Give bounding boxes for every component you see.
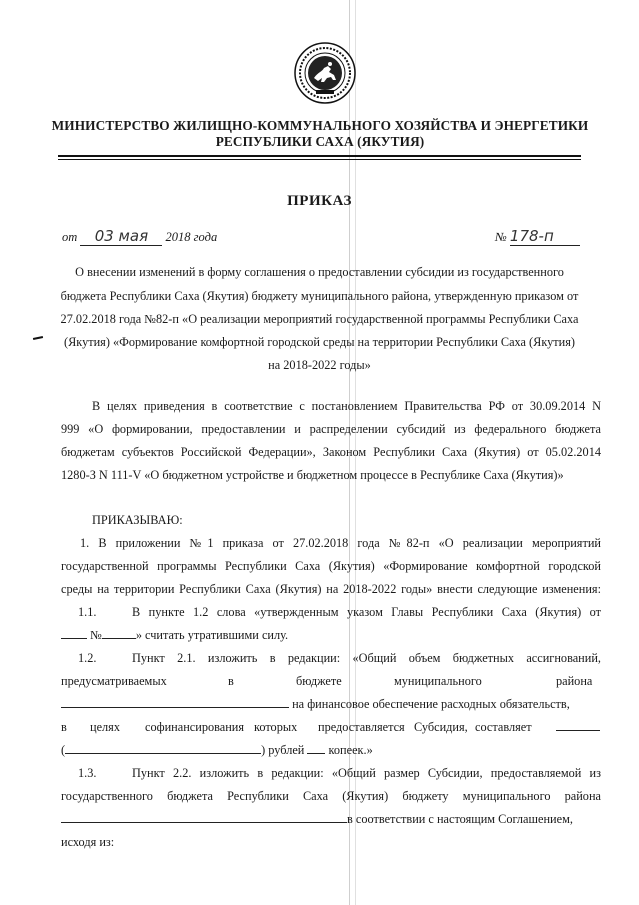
subject-line: на 2018-2022 годы» [268,358,371,372]
subject-line: О внесении изменений в форму соглашения о предоставлении субсидии из государственного [75,265,564,279]
item1-3-line: исходя из: [61,835,115,849]
blank-field[interactable] [61,627,87,639]
blank-field[interactable] [61,696,289,708]
item1-2-word: составляет [475,720,532,734]
document-title: ПРИКАЗ [287,193,352,209]
item1-2-word: в [228,674,234,688]
item1-3-line3-text: в соответствии с настоящим Соглашением, [347,812,573,826]
item1-line: среды на территории Республики Саха (Якутия) на 2018-2022 годы» внести следующие изменения: [61,582,601,596]
item1-3-number: 1.3. [78,766,97,780]
preamble-line: В целях приведения в соответствие с постановлением Правительства РФ от 30.09.2014 N [92,399,601,413]
blank-field[interactable] [307,742,325,754]
item1-2-word: района [556,674,593,688]
item1-2-line: Пункт 2.1. изложить в редакции: «Общий объем бюджетных ассигнований, [132,651,601,665]
sakha-yakutia-coat-of-arms-icon [294,42,356,104]
item1-2-line3 [61,696,570,712]
blank-field[interactable] [65,742,261,754]
item1-1-line: В пункте 1.2 слова «утвержденным указом Главы Республики Саха (Якутия) от [132,605,601,619]
item1-1-line2 [61,627,288,643]
item1-line: государственной программы Республики Саха (Якутия) «Формирование комфортной городской [61,559,601,573]
preamble-line: 1280-З N 111-V «О бюджетном устройстве и бюджетном процессе в Республике Саха (Якутия)» [61,468,564,482]
blank-field[interactable] [61,811,347,823]
item1-2-word: бюджете [296,674,342,688]
item1-1-number: 1.1. [78,605,97,619]
header-divider [58,155,581,157]
rubles-label: ) рублей [261,743,305,757]
amount-blank[interactable] [556,719,600,735]
subject-line: 27.02.2018 года №82-п «О реализации мероприятий государственной программы Республики Саха [60,312,579,326]
item1-2-word: которых [254,720,298,734]
item1-2-line5 [61,742,373,758]
item1-3-line3 [61,811,573,827]
handwritten-number: 178-п [510,227,580,246]
item1-line: 1. В приложении №1 приказа от 27.02.2018 года №82-п «О реализации мероприятий [80,536,601,550]
blank-field[interactable] [102,627,136,639]
order-date [62,227,217,246]
paren-open: ( [61,743,66,757]
preamble-line: бюджетам субъектов Российской Федерации», Законом Республики Саха (Якутия) от 05.02.2014 [61,445,601,459]
order-number [495,227,580,246]
item1-2-line3-text: на финансовое обеспечение расходных обязательств, [292,697,570,711]
item1-3-line: Пункт 2.2. изложить в редакции: «Общий размер Субсидии, предоставляемой из [132,766,601,780]
header-divider [58,159,581,160]
item1-2-word: софинансирования [145,720,245,734]
item1-2-word: предусматриваемых [61,674,167,688]
ministry-name-line-2: РЕСПУБЛИКИ САХА (ЯКУТИЯ) [215,134,425,149]
subject-line: бюджета Республики Саха (Якутия) бюджету муниципального района, утвержденную приказом от [60,289,579,303]
order-word: ПРИКАЗЫВАЮ: [92,513,183,527]
item1-1-tail: » считать утратившими силу. [135,628,289,642]
number-sign: № [90,628,102,642]
handwritten-date: 03 мая [80,227,162,246]
item1-2-word: целях [90,720,120,734]
item1-3-line: государственного бюджета Республики Саха (Якутия) бюджету муниципального района [61,789,601,803]
item1-2-number: 1.2. [78,651,97,665]
ministry-name-line-1: МИНИСТЕРСТВО ЖИЛИЩНО-КОММУНАЛЬНОГО ХОЗЯЙСТВА И ЭНЕРГЕТИКИ [51,118,589,133]
kopecks-label: копеек.» [328,743,373,757]
date-prefix: от [62,230,78,244]
number-prefix: № [495,230,507,244]
item1-2-word: муниципального [394,674,482,688]
date-year: 2018 года [165,230,218,244]
preamble-line: 999 «О формировании, предоставлении и распределении субсидий из федерального бюджета [61,422,601,436]
item1-2-word: Субсидия, [414,720,468,734]
subject-line: (Якутия) «Формирование комфортной городской среды на территории Республики Саха (Якутия) [63,335,575,349]
item1-2-word: предоставляется [318,720,405,734]
item1-2-word: в [61,720,67,734]
